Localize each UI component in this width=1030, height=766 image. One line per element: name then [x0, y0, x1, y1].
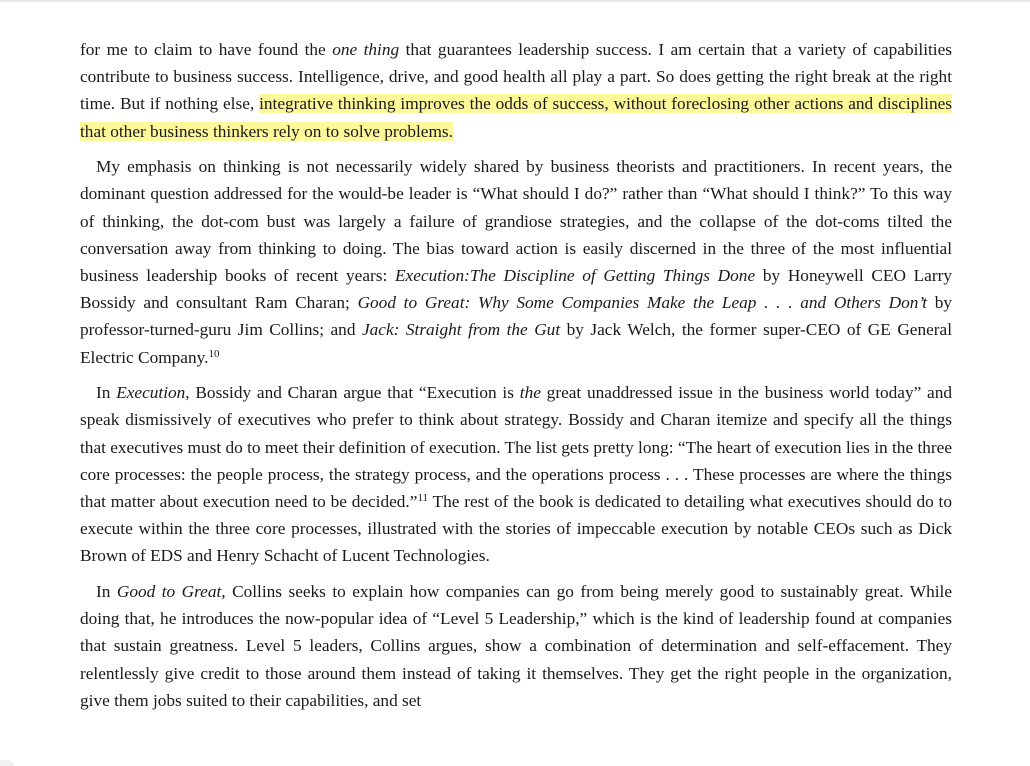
italic-run: Execution	[116, 383, 186, 403]
text-run: In	[96, 582, 117, 602]
book-title-execution: Execution:The Discipline of Getting Things Done	[395, 266, 756, 286]
text-run: by Honeywell CEO Larry Bossidy and consultant Ram Charan;	[80, 266, 953, 313]
book-title-jack: Jack: Straight from the Gut	[361, 320, 561, 340]
document-page	[80, 36, 952, 722]
text-run: for me to claim to have found the	[80, 40, 333, 59]
footnote-ref-11[interactable]: 11	[417, 492, 429, 505]
footnote-ref-10[interactable]: 10	[208, 347, 220, 360]
text-run: My emphasis on thinking is not necessarily widely shared by business theorists and practitioners. In recent years, the dominant question addressed for the would-be leader is “What should I do?” rather than “What should I think?” To this way of thinking, the dot-com bust was largely a failure of grandiose strategies, and the collapse of the dot-coms tilted the conversation away from thinking to doing. The bias toward action is easily discerned in the three of the most influential business leadership books of recent years:	[80, 157, 952, 286]
corner-scroll-marker	[0, 760, 14, 766]
text-run: The rest of the book is dedicated to detailing what executives should do to execute within the three core processes, illustrated with the stories of impeccable execution by notable CEOs such as Dick Brown of EDS and Henry Schacht of Lucent Technologies.	[80, 492, 952, 566]
text-run: , Collins seeks to explain how companies can go from being merely good to sustainably great. While doing that, he introduces the now-popular idea of “Level 5 Leadership,” which is the kind of leadership found at companies that sustain greatness. Level 5 leaders, Collins argues, show a combination of determination and self-effacement. They relentlessly give credit to those around them instead of taking it themselves. They get the right people in the organization, give them jobs suited to their capabilities, and set	[80, 582, 952, 710]
paragraph-2	[80, 153, 952, 371]
paragraph-3	[80, 379, 952, 569]
italic-run: one thing	[332, 40, 400, 59]
text-run: In	[96, 383, 117, 403]
text-run: , Bossidy and Charan argue that “Execution is	[185, 383, 520, 403]
italic-run: the	[519, 383, 541, 403]
text-run: that guarantees leadership success. I am certain that a variety of capabilities contribute to business success. Intelligence, drive, and good health all play a part. So does getting the right break at the right time. But if nothing else,	[80, 40, 953, 114]
text-run: great unaddressed issue in the business world today” and speak dismissively of executives who prefer to think about strategy. Bossidy and Charan itemize and specify all the things that executives must do to meet their definition of execution. The list gets pretty long: “The heart of execution lies in the three core processes: the people process, the strategy process, and the operations process . . . These processes are where the things that matter about execution need to be decided.”	[80, 383, 953, 512]
highlighted-text[interactable]: integrative thinking improves the odds of success, without foreclosing other actions and disciplines that other business thinkers rely on to solve problems.	[80, 94, 953, 141]
paragraph-1	[80, 36, 952, 145]
italic-run: Good to Great	[116, 582, 222, 602]
text-run: by professor-turned-guru Jim Collins; and	[80, 293, 952, 340]
text-run: by Jack Welch, the former super-CEO of GE General Electric Company.	[80, 320, 953, 367]
paragraph-4	[80, 578, 952, 714]
book-title-good-to-great: Good to Great: Why Some Companies Make the Leap . . . and Others Don’t	[357, 293, 927, 313]
